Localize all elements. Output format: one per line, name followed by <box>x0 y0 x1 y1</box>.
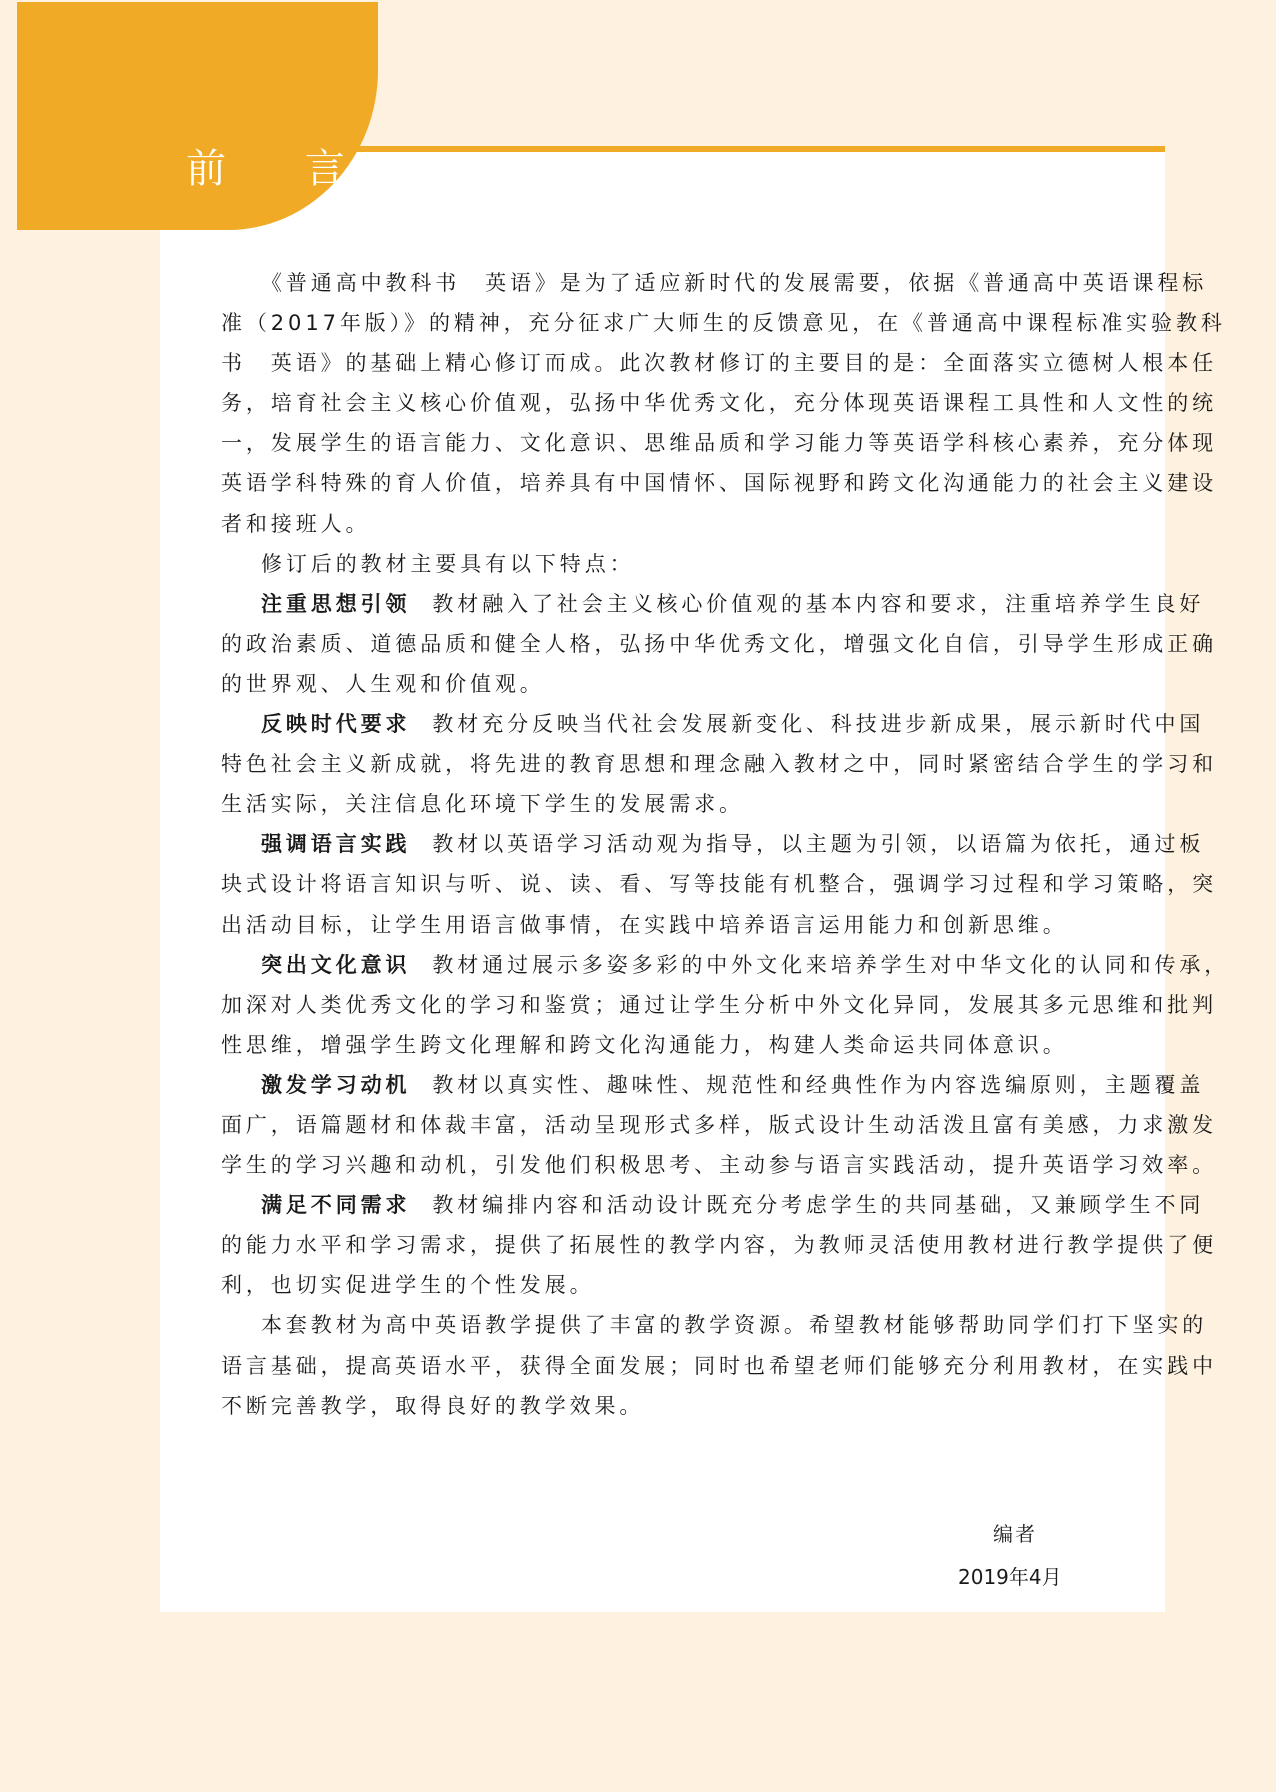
line-text: 《普通高中教科书 英语》是为了适应新时代的发展需要，依据《普通高中英语课程标 <box>261 271 1208 295</box>
paragraph-first-line <box>221 1065 1205 1105</box>
paragraph-line <box>221 624 1217 664</box>
line-text: 一，发展学生的语言能力、文化意识、思维品质和学习能力等英语学科核心素养，充分体现 <box>221 431 1217 456</box>
line-text: 本套教材为高中英语教学提供了丰富的教学资源。希望教材能够帮助同学们打下坚实的 <box>261 1313 1208 1338</box>
paragraph-line <box>221 1225 1217 1265</box>
paragraph-line <box>221 905 1116 945</box>
feature-heading: 突出文化意识 <box>261 952 411 977</box>
paragraph-line <box>221 1145 1217 1185</box>
line-text: 生活实际，关注信息化环境下学生的发展需求。 <box>221 792 744 817</box>
paragraph-first-line <box>221 544 1116 584</box>
feature-heading: 满足不同需求 <box>261 1193 411 1218</box>
feature-heading: 注重思想引领 <box>261 591 411 616</box>
paragraph-line <box>221 504 1116 544</box>
paragraph-line <box>221 343 1217 383</box>
paragraph-line <box>221 985 1217 1025</box>
header-divider <box>340 146 1165 152</box>
line-text: 教材编排内容和活动设计既充分考虑学生的共同基础，又兼顾学生不同 <box>432 1193 1205 1218</box>
line-text: 准（2017年版）》的精神，充分征求广大师生的反馈意见，在《普通高中课程标准实验教科 <box>221 311 1226 336</box>
page-title: 前 言 <box>186 145 378 192</box>
paragraph-line <box>221 1265 1116 1305</box>
line-text: 书 英语》的基础上精心修订而成。此次教材修订的主要目的是：全面落实立德树人根本任 <box>221 351 1217 376</box>
signature-date: 2019年4月 <box>958 1565 1062 1589</box>
paragraph-line <box>221 463 1217 503</box>
line-text: 出活动目标，让学生用语言做事情，在实践中培养语言运用能力和创新思维。 <box>221 912 1068 937</box>
feature-heading: 强调语言实践 <box>261 832 411 857</box>
line-text: 加深对人类优秀文化的学习和鉴赏；通过让学生分析中外文化异同，发展其多元思维和批判 <box>221 992 1217 1017</box>
line-text: 学生的学习兴趣和动机，引发他们积极思考、主动参与语言实践活动，提升英语学习效率。 <box>221 1153 1217 1178</box>
paragraph-line <box>221 1105 1217 1145</box>
line-text: 教材以真实性、趣味性、规范性和经典性作为内容选编原则，主题覆盖 <box>432 1072 1205 1097</box>
line-text: 的政治素质、道德品质和健全人格，弘扬中华优秀文化，增强文化自信，引导学生形成正确 <box>221 631 1217 656</box>
line-text: 的世界观、人生观和价值观。 <box>221 671 545 696</box>
line-text: 块式设计将语言知识与听、说、读、看、写等技能有机整合，强调学习过程和学习策略，突 <box>221 872 1217 897</box>
line-text: 的能力水平和学习需求，提供了拓展性的教学内容，为教师灵活使用教材进行教学提供了便 <box>221 1233 1217 1258</box>
line-text: 面广，语篇题材和体裁丰富，活动呈现形式多样，版式设计生动活泼且富有美感，力求激发 <box>221 1112 1217 1137</box>
line-text: 不断完善教学，取得良好的教学效果。 <box>221 1393 645 1418</box>
preface-body <box>221 263 1230 1426</box>
paragraph-line <box>221 303 1226 343</box>
line-text: 教材以英语学习活动观为指导，以主题为引领，以语篇为依托，通过板 <box>432 832 1205 857</box>
line-text: 利，也切实促进学生的个性发展。 <box>221 1273 595 1298</box>
line-text: 教材融入了社会主义核心价值观的基本内容和要求，注重培养学生良好 <box>432 591 1205 616</box>
paragraph-line <box>221 864 1217 904</box>
paragraph-first-line <box>221 1185 1205 1225</box>
line-text: 修订后的教材主要具有以下特点： <box>261 551 635 576</box>
paragraph-line <box>221 1025 1116 1065</box>
paragraph-line <box>221 423 1217 463</box>
paragraph-line <box>221 1386 1116 1426</box>
paragraph-line <box>221 784 1116 824</box>
paragraph-first-line <box>221 1305 1208 1345</box>
line-text: 务，培育社会主义核心价值观，弘扬中华优秀文化，充分体现英语课程工具性和人文性的统 <box>221 391 1217 416</box>
line-text: 教材通过展示多姿多彩的中外文化来培养学生对中华文化的认同和传承， <box>432 952 1230 977</box>
line-text: 性思维，增强学生跨文化理解和跨文化沟通能力，构建人类命运共同体意识。 <box>221 1032 1068 1057</box>
paragraph-first-line <box>221 824 1205 864</box>
paragraph-line <box>221 1346 1217 1386</box>
paragraph-line <box>221 664 1116 704</box>
paragraph-first-line <box>221 584 1205 624</box>
line-text: 者和接班人。 <box>221 511 371 536</box>
line-text: 语言基础，提高英语水平，获得全面发展；同时也希望老师们能够充分利用教材，在实践中 <box>221 1353 1217 1378</box>
line-text: 教材充分反映当代社会发展新变化、科技进步新成果，展示新时代中国 <box>432 712 1205 737</box>
feature-heading: 激发学习动机 <box>261 1072 411 1097</box>
paragraph-line <box>221 383 1217 423</box>
signature-author: 编者 <box>993 1522 1037 1546</box>
line-text: 英语学科特殊的育人价值，培养具有中国情怀、国际视野和跨文化沟通能力的社会主义建设 <box>221 471 1217 496</box>
paragraph-first-line <box>221 263 1208 303</box>
feature-heading: 反映时代要求 <box>261 712 411 737</box>
paragraph-first-line <box>221 704 1205 744</box>
line-text: 特色社会主义新成就，将先进的教育思想和理念融入教材之中，同时紧密结合学生的学习和 <box>221 752 1217 777</box>
paragraph-line <box>221 744 1217 784</box>
paragraph-first-line <box>221 945 1230 985</box>
